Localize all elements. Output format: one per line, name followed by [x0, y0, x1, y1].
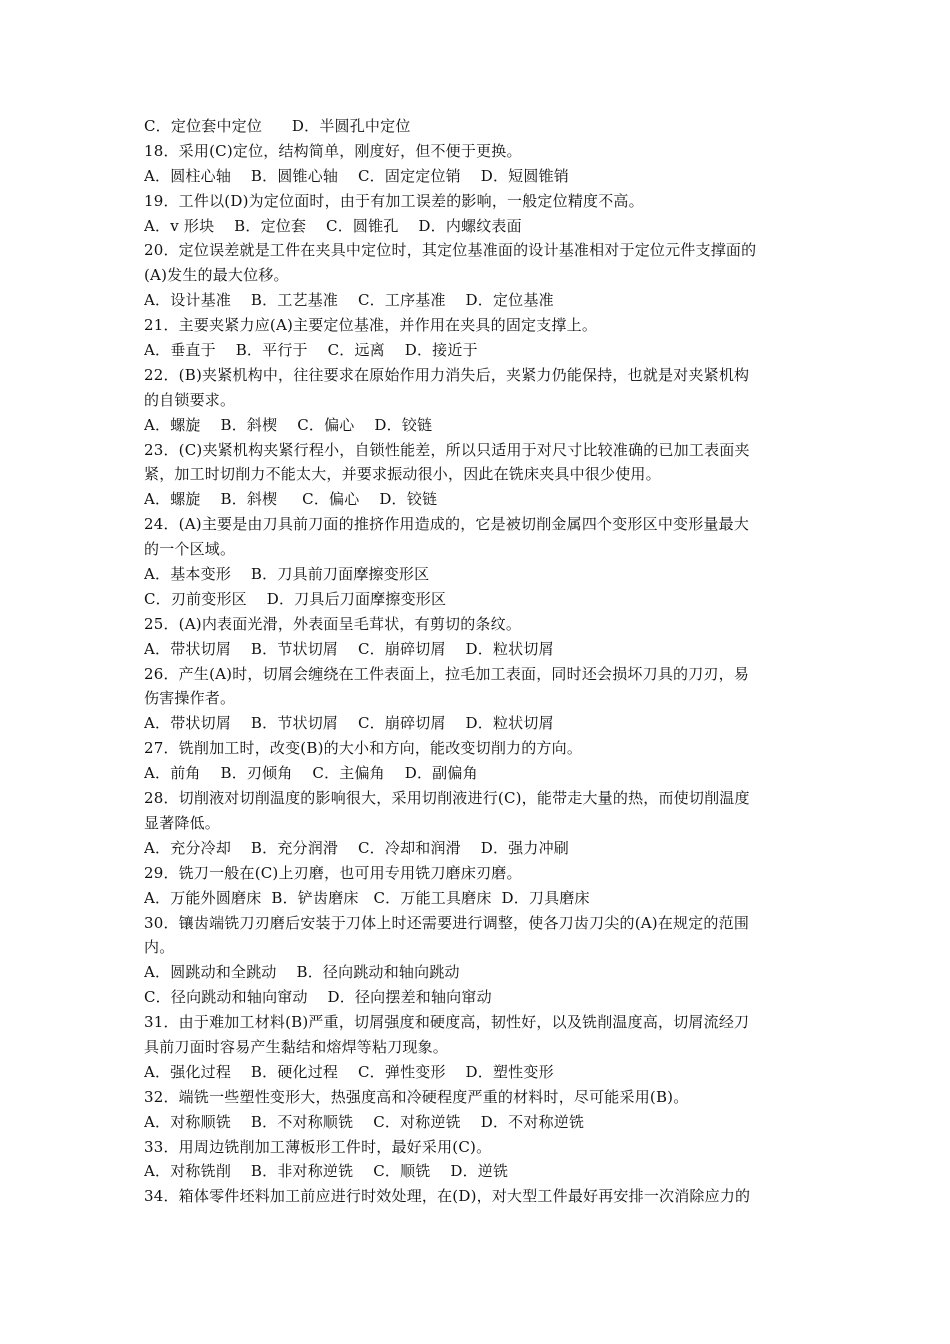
text-line: 20．定位误差就是工件在夹具中定位时，其定位基准面的设计基准相对于定位元件支撑面的 — [144, 241, 757, 260]
text-line: 25．(A)内表面光滑，外表面呈毛茸状，有剪切的条纹。 — [144, 614, 522, 633]
text-line: 33．用周边铣削加工薄板形工件时，最好采用(C)。 — [144, 1137, 492, 1156]
question-text-body — [144, 114, 812, 1209]
text-line: 内。 — [144, 938, 175, 957]
text-line: 21．主要夹紧力应(A)主要定位基准，并作用在夹具的固定支撑上。 — [144, 316, 598, 335]
text-line: A．强化过程 B．硬化过程 C．弹性变形 D．塑性变形 — [144, 1062, 554, 1081]
text-line: 19．工件以(D)为定位面时，由于有加工误差的影响，一般定位精度不高。 — [144, 191, 644, 210]
text-line: 22．(B)夹紧机构中，往往要求在原始作用力消失后，夹紧力仍能保持，也就是对夹紧机构 — [144, 365, 750, 384]
text-line: A．对称顺铣 B．不对称顺铣 C．对称逆铣 D．不对称逆铣 — [144, 1112, 585, 1131]
text-line: 紧，加工时切削力不能太大，并要求振动很小，因此在铣床夹具中很少使用。 — [144, 465, 661, 484]
text-line: A．对称铣削 B．非对称逆铣 C．顺铣 D．逆铣 — [144, 1162, 509, 1181]
text-line: A．充分冷却 B．充分润滑 C．冷却和润滑 D．强力冲刷 — [144, 838, 569, 857]
text-line: 27．铣削加工时，改变(B)的大小和方向，能改变切削力的方向。 — [144, 739, 583, 758]
text-line: A．垂直于 B．平行于 C．远离 D．接近于 — [144, 341, 478, 360]
text-line: 23．(C)夹紧机构夹紧行程小，自锁性能差，所以只适用于对尺寸比较准确的已加工表面夹 — [144, 440, 750, 459]
text-line: 显著降低。 — [144, 813, 221, 832]
text-line: 29．铣刀一般在(C)上刃磨，也可用专用铣刀磨床刃磨。 — [144, 863, 522, 882]
text-line: (A)发生的最大位移。 — [144, 266, 289, 285]
text-line: C．定位套中定位 D．半圆孔中定位 — [144, 117, 411, 135]
text-line: C．径向跳动和轴向窜动 D．径向摆差和轴向窜动 — [144, 988, 492, 1007]
text-line: 18．采用(C)定位，结构简单，刚度好，但不便于更换。 — [144, 141, 522, 160]
text-line: A．带状切屑 B．节状切屑 C．崩碎切屑 D．粒状切屑 — [144, 639, 554, 658]
text-line: 伤害操作者。 — [144, 689, 236, 708]
text-line: A．螺旋 B．斜楔 C．偏心 D．铰链 — [144, 415, 433, 434]
text-line: 24．(A)主要是由刀具前刀面的推挤作用造成的，它是被切削金属四个变形区中变形量最大 — [144, 515, 750, 534]
text-line: C．刃前变形区 D．刀具后刀面摩擦变形区 — [144, 589, 447, 608]
text-line: A．前角 B．刃倾角 C．主偏角 D．副偏角 — [144, 764, 478, 783]
text-line: A．设计基准 B．工艺基准 C．工序基准 D．定位基准 — [144, 291, 554, 310]
text-line: 34．箱体零件坯料加工前应进行时效处理，在(D)，对大型工件最好再安排一次消除应力的 — [144, 1187, 751, 1206]
text-line: A．带状切屑 B．节状切屑 C．崩碎切屑 D．粒状切屑 — [144, 714, 554, 733]
text-line: A．圆柱心轴 B．圆锥心轴 C．固定定位销 D．短圆锥销 — [144, 166, 569, 185]
text-line: 28．切削液对切削温度的影响很大，采用切削液进行(C)，能带走大量的热，而使切削温度 — [144, 789, 750, 808]
text-line: 31．由于难加工材料(B)严重，切屑强度和硬度高，韧性好，以及铣削温度高，切屑流经刀 — [144, 1013, 750, 1032]
text-line: A．v 形块 B．定位套 C．圆锥孔 D．内螺纹表面 — [144, 216, 522, 235]
text-line: 的一个区域。 — [144, 540, 236, 559]
text-line: 26．产生(A)时，切屑会缠绕在工件表面上，拉毛加工表面，同时还会损坏刀具的刀刃，易 — [144, 664, 750, 683]
text-line: 30．镶齿端铣刀刃磨后安装于刀体上时还需要进行调整，使各刀齿刀尖的(A)在规定的范围 — [144, 913, 750, 932]
text-line: A．圆跳动和全跳动 B．径向跳动和轴向跳动 — [144, 963, 460, 982]
text-line: 具前刀面时容易产生黏结和熔焊等粘刀现象。 — [144, 1037, 449, 1056]
text-line: A．螺旋 B．斜楔 C．偏心 D．铰链 — [144, 490, 438, 509]
text-line: 的自锁要求。 — [144, 390, 236, 409]
text-line: A．基本变形 B．刀具前刀面摩擦变形区 — [144, 565, 430, 584]
text-line: 32．端铣一些塑性变形大，热强度高和冷硬程度严重的材料时，尽可能采用(B)。 — [144, 1087, 689, 1106]
text-line: A．万能外圆磨床 B．铲齿磨床 C．万能工具磨床 D．刀具磨床 — [144, 888, 590, 907]
